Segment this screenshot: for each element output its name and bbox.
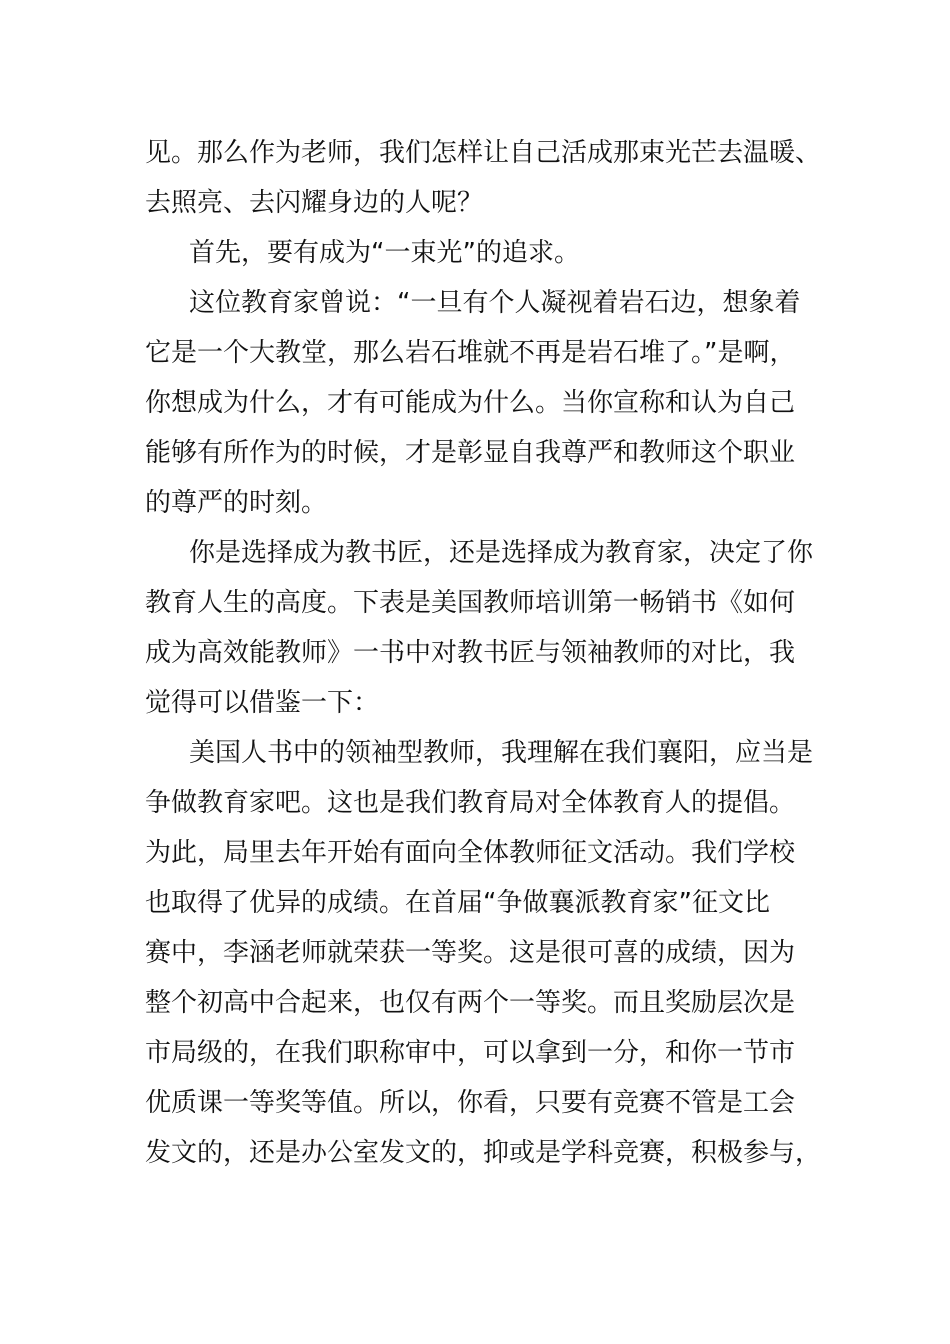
- text-line: 去照亮、去闪耀身边的人呢？: [145, 188, 484, 218]
- text-line: 你想成为什么，才有可能成为什么。当你宣称和认为自己: [145, 388, 796, 418]
- text-line: 优质课一等奖等值。所以，你看，只要有竞赛不管是工会: [145, 1088, 796, 1118]
- text-line: 成为高效能教师》一书中对教书匠与领袖教师的对比，我: [145, 638, 796, 668]
- text-line: 这位教育家曾说：“一旦有个人凝视着岩石边，想象着: [189, 288, 801, 318]
- text-line: 的尊严的时刻。: [145, 488, 328, 518]
- text-line: 发文的，还是办公室发文的，抑或是学科竞赛，积极参与，: [145, 1138, 822, 1168]
- text-line: 教育人生的高度。下表是美国教师培训第一畅销书《如何: [145, 588, 796, 618]
- text-line: 能够有所作为的时候，才是彰显自我尊严和教师这个职业: [145, 438, 796, 468]
- text-line: 你是选择成为教书匠，还是选择成为教育家，决定了你: [189, 538, 814, 568]
- text-line: 美国人书中的领袖型教师，我理解在我们襄阳，应当是: [189, 738, 814, 768]
- text-line: 整个初高中合起来，也仅有两个一等奖。而且奖励层次是: [145, 988, 796, 1018]
- text-line: 觉得可以借鉴一下：: [145, 688, 380, 718]
- text-line: 见。那么作为老师，我们怎样让自己活成那束光芒去温暖、: [145, 138, 822, 168]
- text-line: 它是一个大教堂，那么岩石堆就不再是岩石堆了。”是啊，: [145, 338, 796, 368]
- text-line: 也取得了优异的成绩。在首届“争做襄派教育家”征文比: [145, 888, 770, 918]
- text-line: 市局级的，在我们职称审中，可以拿到一分，和你一节市: [145, 1038, 796, 1068]
- text-line: 赛中，李涵老师就荣获一等奖。这是很可喜的成绩，因为: [145, 938, 796, 968]
- paragraph-heading: 首先，要有成为“一束光”的追求。: [189, 238, 580, 268]
- text-line: 争做教育家吧。这也是我们教育局对全体教育人的提倡。: [145, 788, 796, 818]
- body-text: [145, 128, 822, 1178]
- text-line: 为此，局里去年开始有面向全体教师征文活动。我们学校: [145, 838, 796, 868]
